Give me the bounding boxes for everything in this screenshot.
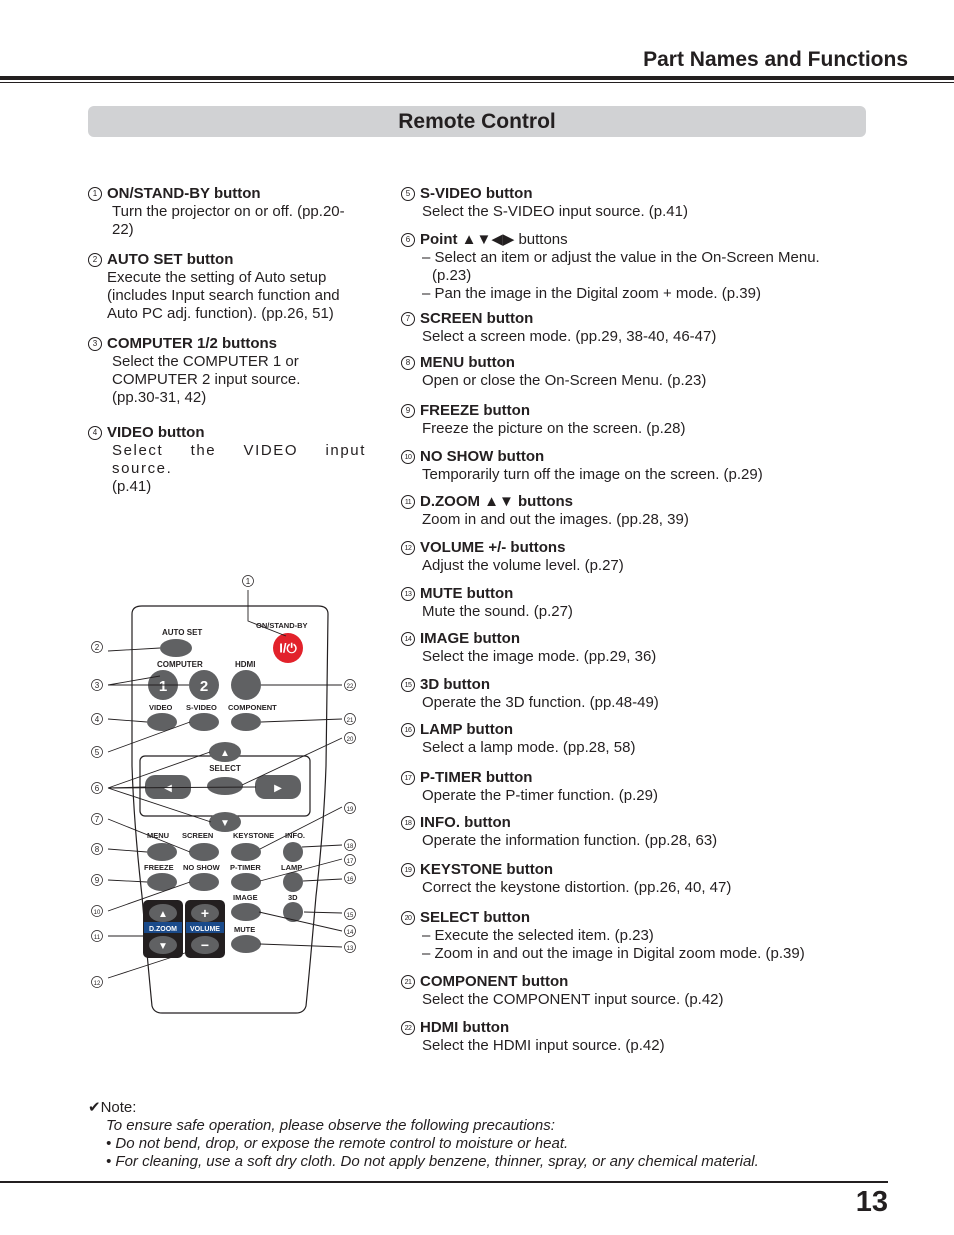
callout-20: 20	[346, 737, 354, 743]
header-rule-thin	[0, 82, 954, 83]
label-mute: MUTE	[234, 925, 256, 934]
keystone-button[interactable]	[231, 843, 261, 861]
item-title: FREEZE button	[420, 402, 530, 419]
callout-16: 16	[346, 877, 354, 883]
select-button[interactable]	[207, 777, 243, 795]
item-right-10	[401, 448, 871, 484]
callout-number: 17	[401, 771, 415, 785]
item-right-7	[401, 310, 871, 346]
item-title: INFO. button	[420, 814, 511, 831]
info-button[interactable]	[283, 842, 303, 862]
item-right-15	[401, 676, 871, 712]
callout-number: 21	[401, 975, 415, 989]
item-right-18	[401, 814, 871, 850]
item-text: Correct the keystone distortion. (pp.26, 40, 47)	[422, 879, 732, 896]
item-title: P-TIMER button	[420, 769, 533, 786]
section-title: Remote Control	[88, 106, 866, 137]
callout-21: 21	[346, 718, 354, 724]
item-right-5	[401, 185, 871, 221]
item-title: COMPONENT button	[420, 973, 569, 990]
zoom-up-icon: ▲	[158, 909, 168, 920]
p-timer-button[interactable]	[231, 873, 261, 891]
label-auto-set: AUTO SET	[162, 628, 203, 637]
item-title: MENU button	[420, 354, 515, 371]
remote-control-illustration	[80, 566, 370, 1018]
callout-8: 8	[94, 845, 100, 854]
item-computer	[88, 335, 378, 407]
item-right-13	[401, 585, 871, 621]
item-title: AUTO SET button	[107, 251, 234, 268]
item-title: S-VIDEO button	[420, 185, 533, 202]
item-title: 3D button	[420, 676, 490, 693]
header-rule	[0, 76, 954, 80]
item-auto-set	[88, 251, 378, 323]
item-title: Point ▲▼◀▶	[420, 231, 515, 248]
note-text: • For cleaning, use a soft dry cloth. Do not apply benzene, thinner, spray, or any chemical material.	[106, 1153, 759, 1170]
item-text: Select the HDMI input source. (p.42)	[422, 1037, 665, 1054]
auto-set-button[interactable]	[160, 639, 192, 657]
item-text: Operate the information function. (pp.28, 63)	[422, 832, 718, 849]
menu-button[interactable]	[147, 843, 177, 861]
callout-number: 20	[401, 911, 415, 925]
item-text: – Execute the selected item. (p.23)	[422, 927, 654, 944]
item-text: Operate the P-timer function. (p.29)	[422, 787, 658, 804]
callout-18: 18	[346, 844, 354, 850]
callout-11: 11	[93, 935, 101, 941]
minus-icon: −	[200, 937, 210, 953]
item-title: NO SHOW button	[420, 448, 545, 465]
callout-2: 2	[94, 643, 100, 652]
callout-7: 7	[94, 815, 100, 824]
callout-19: 19	[346, 807, 354, 813]
item-title: VOLUME +/- buttons	[420, 539, 566, 556]
label-p-timer: P-TIMER	[230, 863, 261, 872]
lamp-button[interactable]	[283, 872, 303, 892]
computer-2-label: 2	[199, 678, 209, 695]
item-text: Select a lamp mode. (pp.28, 58)	[422, 739, 636, 756]
item-text: Select the COMPUTER 1 or	[112, 353, 299, 370]
zoom-down-icon: ▼	[158, 941, 168, 952]
callout-1: 1	[245, 577, 251, 586]
item-video	[88, 424, 366, 496]
item-right-8	[401, 354, 871, 390]
label-d-zoom: D.ZOOM	[149, 926, 177, 933]
callout-17: 17	[346, 859, 354, 865]
item-title: VIDEO button	[107, 424, 205, 441]
s-video-button[interactable]	[189, 713, 219, 731]
item-text: Select the COMPONENT input source. (p.42)	[422, 991, 724, 1008]
callout-22: 22	[346, 684, 354, 690]
header-title: Part Names and Functions	[643, 48, 908, 71]
item-right-19	[401, 861, 871, 897]
callout-number: 12	[401, 541, 415, 555]
item-text: Adjust the volume level. (p.27)	[422, 557, 624, 574]
label-video: VIDEO	[149, 703, 173, 712]
callout-13: 13	[346, 946, 354, 952]
item-title: D.ZOOM ▲▼ buttons	[420, 493, 574, 510]
item-text: Select the S-VIDEO input source. (p.41)	[422, 203, 688, 220]
item-text: 22)	[112, 221, 134, 238]
power-icon: I/⏻	[279, 640, 297, 656]
no-show-button[interactable]	[189, 873, 219, 891]
item-text: – Select an item or adjust the value in the On-Screen Menu.	[422, 249, 820, 266]
note-text: To ensure safe operation, please observe the following precautions:	[106, 1117, 555, 1134]
label-on-standby: ON/STAND-BY	[256, 621, 308, 630]
callout-10: 10	[93, 910, 101, 916]
item-text: (pp.30-31, 42)	[112, 389, 207, 406]
label-volume: VOLUME	[190, 926, 220, 933]
label-image: IMAGE	[233, 893, 258, 902]
callout-number: 15	[401, 678, 415, 692]
3d-button[interactable]	[283, 902, 303, 922]
item-text: COMPUTER 2 input source.	[112, 371, 301, 388]
item-title: IMAGE button	[420, 630, 520, 647]
mute-button[interactable]	[231, 935, 261, 953]
item-text: Select the VIDEO input source.	[112, 442, 366, 477]
item-text: – Zoom in and out the image in Digital zoom mode. (p.39)	[422, 945, 805, 962]
item-text: Mute the sound. (p.27)	[422, 603, 573, 620]
up-arrow-icon: ▲	[220, 748, 230, 759]
item-on-standby	[88, 185, 358, 239]
item-text: Execute the setting of Auto setup	[107, 269, 327, 286]
callout-number: 22	[401, 1021, 415, 1035]
label-keystone: KEYSTONE	[233, 831, 275, 840]
callout-4: 4	[94, 715, 100, 724]
note-label: Note:	[100, 1099, 137, 1116]
item-right-20	[401, 909, 871, 963]
callout-number: 5	[401, 187, 415, 201]
callout-number: 13	[401, 587, 415, 601]
item-text: Temporarily turn off the image on the screen. (p.29)	[422, 466, 763, 483]
plus-icon: +	[200, 905, 210, 921]
item-title: COMPUTER 1/2 buttons	[107, 335, 278, 352]
component-button[interactable]	[231, 713, 261, 731]
item-text: (p.23)	[432, 267, 472, 284]
callout-15: 15	[346, 913, 354, 919]
screen-button[interactable]	[189, 843, 219, 861]
check-icon: ✔	[88, 1099, 101, 1116]
label-menu: MENU	[147, 831, 170, 840]
item-title: SELECT button	[420, 909, 530, 926]
callout-number: 16	[401, 723, 415, 737]
label-info: INFO.	[285, 831, 305, 840]
callout-number: 2	[88, 253, 102, 267]
item-right-21	[401, 973, 871, 1009]
item-text: Turn the projector on or off. (pp.20-	[112, 203, 345, 220]
item-right-14	[401, 630, 871, 666]
item-text: (p.41)	[112, 478, 152, 495]
item-text: Auto PC adj. function). (pp.26, 51)	[107, 305, 334, 322]
callout-number: 4	[88, 426, 102, 440]
item-title: ON/STAND-BY button	[107, 185, 261, 202]
item-right-11	[401, 493, 871, 529]
callout-number: 7	[401, 312, 415, 326]
callout-number: 19	[401, 863, 415, 877]
label-select: SELECT	[209, 764, 241, 773]
item-title: SCREEN button	[420, 310, 534, 327]
item-text: Freeze the picture on the screen. (p.28)	[422, 420, 686, 437]
item-text: – Pan the image in the Digital zoom + mode. (p.39)	[422, 285, 761, 302]
right-arrow-icon: ▶	[274, 783, 282, 794]
item-text: Zoom in and out the images. (pp.28, 39)	[422, 511, 689, 528]
callout-12: 12	[93, 981, 101, 987]
callout-number: 6	[401, 233, 415, 247]
callout-number: 10	[401, 450, 415, 464]
label-component: COMPONENT	[228, 703, 277, 712]
item-right-17	[401, 769, 871, 805]
callout-number: 9	[401, 404, 415, 418]
label-no-show: NO SHOW	[183, 863, 220, 872]
item-text: Operate the 3D function. (pp.48-49)	[422, 694, 659, 711]
note-text: • Do not bend, drop, or expose the remote control to moisture or heat.	[106, 1135, 569, 1152]
callout-number: 18	[401, 816, 415, 830]
computer-1-label: 1	[158, 678, 168, 695]
item-right-12	[401, 539, 871, 575]
label-3d: 3D	[288, 893, 298, 902]
label-lamp: LAMP	[281, 863, 303, 872]
item-right-22	[401, 1019, 871, 1055]
callout-5: 5	[94, 748, 100, 757]
callout-number: 11	[401, 495, 415, 509]
callout-number: 14	[401, 632, 415, 646]
item-text: Select a screen mode. (pp.29, 38-40, 46-47)	[422, 328, 717, 345]
hdmi-button[interactable]	[231, 670, 261, 700]
down-arrow-icon: ▼	[220, 818, 230, 829]
item-right-16	[401, 721, 871, 757]
note	[88, 1099, 759, 1171]
callout-number: 8	[401, 356, 415, 370]
callout-6: 6	[94, 784, 100, 793]
item-title: HDMI button	[420, 1019, 510, 1036]
label-freeze: FREEZE	[144, 863, 174, 872]
callout-number: 3	[88, 337, 102, 351]
item-text: (includes Input search function and	[107, 287, 340, 304]
item-title-suffix: buttons	[518, 231, 568, 248]
label-computer: COMPUTER	[157, 660, 203, 669]
callout-3: 3	[94, 681, 100, 690]
item-text: Open or close the On-Screen Menu. (p.23)	[422, 372, 707, 389]
item-right-9	[401, 402, 871, 438]
callout-number: 1	[88, 187, 102, 201]
label-screen: SCREEN	[182, 831, 214, 840]
label-s-video: S-VIDEO	[186, 703, 217, 712]
footer-rule	[0, 1181, 888, 1183]
left-arrow-icon: ◀	[164, 783, 172, 794]
page-number: 13	[855, 1186, 888, 1218]
image-button[interactable]	[231, 903, 261, 921]
label-hdmi: HDMI	[235, 660, 256, 669]
item-title: LAMP button	[420, 721, 514, 738]
callout-9: 9	[94, 876, 100, 885]
callout-14: 14	[346, 930, 354, 936]
item-right-6	[401, 231, 871, 303]
item-text: Select the image mode. (pp.29, 36)	[422, 648, 657, 665]
item-title: KEYSTONE button	[420, 861, 554, 878]
item-title: MUTE button	[420, 585, 514, 602]
